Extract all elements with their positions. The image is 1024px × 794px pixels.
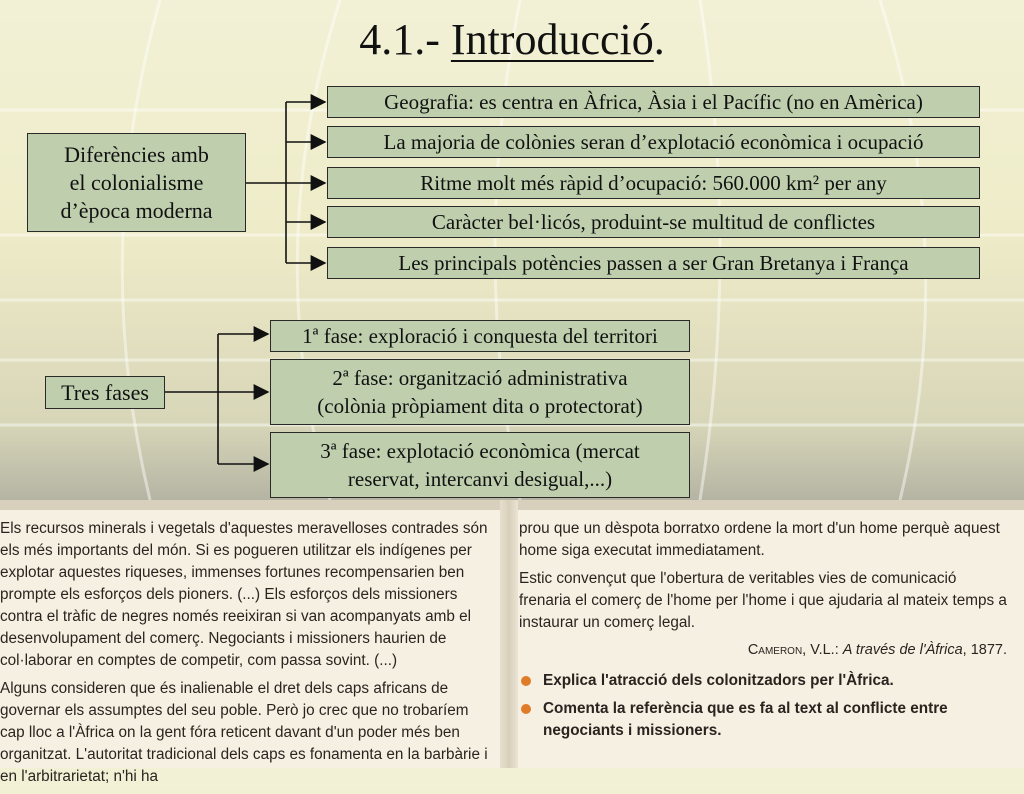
excerpt-paragraph: prou que un dèspota borratxo ordene la mort d'un home perquè aquest home siga executat immediatament. xyxy=(519,520,1000,559)
question-text: Comenta la referència que es fa al text al conflicte entre negociants i missioners. xyxy=(543,700,948,739)
excerpt-paragraph: Alguns consideren que és inalienable el dret dels caps africans de governar els assumptes del seu poble. Però jo crec que no trobaríem cap lloc a l'Àfrica on la gent fóra reticent davant d'un poder més ben organitzat. L'autoritat tradicional dels caps es fonamenta en la barbàrie i en l'arbitrarietat; n'hi ha xyxy=(0,680,488,785)
phase-item-2 xyxy=(270,359,690,425)
difference-item: Caràcter bel·licós, produint-se multitud de conflictes xyxy=(327,206,980,238)
page-gutter xyxy=(500,500,518,768)
citation-work: A través de l'Àfrica xyxy=(842,642,963,658)
phase-3-line-1: 3ª fase: explotació econòmica (mercat xyxy=(320,439,640,463)
title-number: 4.1.- xyxy=(359,15,440,64)
difference-item: Geografia: es centra en Àfrica, Àsia i el Pacífic (no en Amèrica) xyxy=(327,86,980,118)
citation-author: Cameron, V.L.: xyxy=(747,642,839,658)
excerpt-left-column xyxy=(0,518,492,794)
phase-item-1 xyxy=(270,320,690,352)
excerpt-paragraph: Estic convençut que l'obertura de veritables vies de comunicació frenaria el comerç de l'home per l'home i que ajudaria al mateix temps a instaurar un comerç legal. xyxy=(519,570,1007,631)
question-text: Explica l'atracció dels colonitzadors per l'Àfrica. xyxy=(543,672,894,689)
bullet-icon xyxy=(521,676,531,686)
phase-3-line-2: reservat, intercanvi desigual,...) xyxy=(347,467,613,491)
excerpt-paragraph: Els recursos minerals i vegetals d'aquestes meravelloses contrades són els més importants del món. Si es pogueren utilitzar els indígenes per explotar aquestes riqueses, immenses fortunes recompensarien ben prompte els esforços dels pioners. (...) Els esforços dels missioners contra el tràfic de negres només reeixiran si van acompanyats amb el desenvolupament del comerç. Negociants i missioners haurien de col·laborar en comptes de competir, com passa sovint. (...) xyxy=(0,520,488,669)
page-title xyxy=(0,14,1024,65)
phase-item-3 xyxy=(270,432,690,498)
differences-label-line-1: Diferències amb xyxy=(64,141,209,167)
bullet-icon xyxy=(521,704,531,714)
phase-2-line-2: (colònia pròpiament dita o protectorat) xyxy=(317,394,643,418)
title-word: Introducció xyxy=(450,15,654,64)
phase-1-text: 1ª fase: exploració i conquesta del territori xyxy=(302,324,658,348)
question-item xyxy=(519,670,1007,692)
differences-label-line-2: el colonialisme xyxy=(69,169,204,195)
differences-label-box xyxy=(27,133,246,232)
excerpt-right-column xyxy=(519,518,1007,748)
differences-label-line-3: d’època moderna xyxy=(60,197,213,223)
phases-label-box: Tres fases xyxy=(45,376,165,409)
textbook-excerpt xyxy=(0,500,1024,785)
difference-item: La majoria de colònies seran d’explotació econòmica i ocupació xyxy=(327,126,980,158)
citation xyxy=(519,642,1007,658)
difference-item: Les principals potències passen a ser Gran Bretanya i França xyxy=(327,247,980,279)
title-suffix: . xyxy=(653,15,665,64)
difference-item: Ritme molt més ràpid d’ocupació: 560.000 km² per any xyxy=(327,167,980,199)
citation-year: , 1877. xyxy=(962,642,1007,658)
question-item xyxy=(519,698,1007,742)
phase-2-line-1: 2ª fase: organització administrativa xyxy=(332,366,628,390)
